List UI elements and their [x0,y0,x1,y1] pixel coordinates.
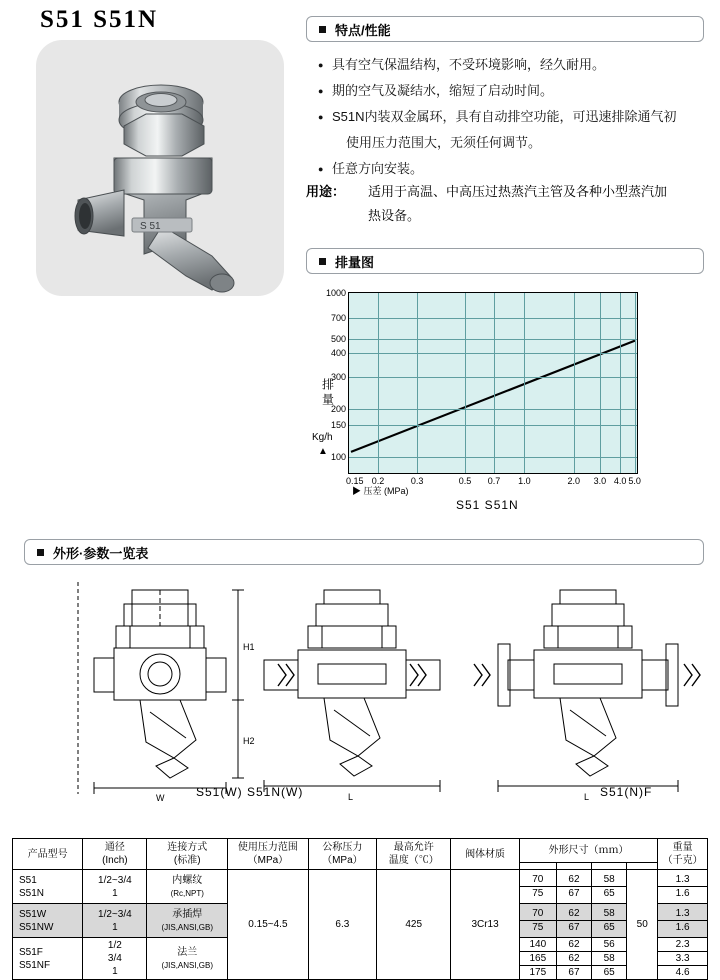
usage-block [306,180,706,228]
chart-axis-arrow-icon: ▲ [318,446,328,457]
th-pressure-range: 使用压力范围 （MPa） [228,839,309,870]
th-dim-c [592,863,627,870]
chart-gridline-vertical [620,293,621,473]
section-title-chart: 排量图 [335,254,375,270]
chart-y-tick-label: 200 [330,403,346,414]
bullet-square-icon [319,258,326,265]
cell-material: 3Cr13 [451,870,519,980]
cell-model-2: S51W S51NW [13,904,83,938]
svg-text:H1: H1 [243,642,255,652]
drawing-caption-2: S51(N)F [600,785,653,799]
th-dim-a [519,863,556,870]
chart-y-axis-label: 排量 [320,378,335,408]
cell-connection-2: 承插焊 (JIS,ANSI,GB) [147,904,228,938]
chart-y-tick-label: 100 [330,451,346,462]
cell-connection-1: 内螺纹 (Rc,NPT) [147,870,228,904]
chart-gridline-vertical [417,293,418,473]
feature-item: ● 期的空气及凝结水，缩短了启动时间。 [318,78,710,104]
usage-text-line2: 热设备。 [368,208,421,223]
cell-bore-1: 1/2~3/4 1 [83,870,147,904]
chart-gridline-vertical [378,293,379,473]
chart-gridline-horizontal [349,409,637,410]
drawing-socket-weld-valve [238,572,468,802]
cell-weight-3: 2.3 3.3 4.6 [658,938,708,980]
th-dimensions: 外形尺寸（ｍｍ） [519,839,658,863]
bullet-square-icon [37,549,44,556]
usage-text-line1: 适用于高温、中高压过热蒸汽主管及各种小型蒸汽加 [368,184,668,199]
svg-text:H2: H2 [243,736,255,746]
chart-caption: S51 S51N [456,498,519,512]
chart-series-line [349,293,637,474]
cell-model-1: S51 S51N [13,870,83,904]
page-title: S51 S51N [40,6,159,33]
chart-y-tick-label: 150 [330,419,346,430]
th-bore: 通径 (Inch) [83,839,147,870]
feature-item: ● S51N内装双金属环，具有自动排空功能，可迅速排除通气初 [318,104,710,130]
cell-nominal-pressure: 6.3 [308,870,376,980]
usage-label: 用途： [306,184,346,199]
chart-gridline-vertical [635,293,636,473]
th-material: 阀体材质 [451,839,519,870]
th-dim-d [627,863,658,870]
table-row [13,870,708,904]
chart-x-axis-label: ▶ 压差 (MPa) [352,486,409,496]
chart-gridline-horizontal [349,457,637,458]
cell-bore-3: 1/2 3/4 1 [83,938,147,980]
section-title-features: 特点/性能 [335,22,391,38]
cell-dim-d: 50 [627,870,658,980]
section-header-chart [306,248,704,274]
drawing-caption-1: S51(W) S51N(W) [196,785,304,799]
chart-gridline-horizontal [349,339,637,340]
specification-table [12,838,708,980]
discharge-chart [306,286,706,526]
cell-dim-a-1: 70 75 [519,870,556,904]
chart-gridline-horizontal [349,318,637,319]
svg-text:L: L [584,792,590,802]
section-header-features [306,16,704,42]
chart-gridline-horizontal [349,353,637,354]
chart-x-tick-label: 1.0 [518,476,531,486]
th-dim-b [556,863,591,870]
product-photo [36,40,284,296]
cell-pressure-range: 0.15~4.5 [228,870,309,980]
th-nominal-pressure: 公称压力 （MPa） [308,839,376,870]
feature-item: ● 任意方向安装。 [318,156,710,182]
chart-gridline-horizontal [349,377,637,378]
bullet-square-icon [319,26,326,33]
chart-x-tick-label: 5.0 [628,476,641,486]
chart-y-tick-label: 700 [330,312,346,323]
chart-gridline-vertical [524,293,525,473]
feature-item-continuation: 使用压力范围大，无须任何调节。 [346,135,542,150]
svg-text:W: W [156,793,165,802]
cell-dim-c-1: 58 65 [592,870,627,904]
section-title-dimensions: 外形·参数一览表 [53,545,149,561]
product-photo-illustration [36,40,284,296]
cell-dim-a-2: 70 75 [519,904,556,938]
chart-y-tick-label: 1000 [325,288,346,298]
cell-dim-c-3: 56 58 65 [592,938,627,980]
chart-gridline-vertical [465,293,466,473]
chart-x-tick-label: 2.0 [567,476,581,486]
drawing-flanged-valve [468,572,708,802]
cell-bore-2: 1/2~3/4 1 [83,904,147,938]
chart-x-tick-label: 0.5 [458,476,472,486]
chart-gridline-vertical [494,293,495,473]
svg-text:L: L [348,792,354,802]
th-max-temperature: 最高允许 温度（℃） [376,839,450,870]
svg-text:S 51: S 51 [140,221,161,232]
chart-y-tick-label: 400 [330,348,346,359]
cell-max-temperature: 425 [376,870,450,980]
chart-y-tick-label: 500 [330,333,346,344]
th-model: 产品型号 [13,839,83,870]
chart-gridline-vertical [574,293,575,473]
cell-dim-b-2: 62 67 [556,904,591,938]
cell-dim-a-3: 140 165 175 [519,938,556,980]
th-weight: 重量 （千克） [658,839,708,870]
section-header-dimensions [24,539,704,565]
chart-x-tick-label: 3.0 [593,476,607,486]
chart-y-unit: Kg/h [312,432,333,443]
cell-model-3: S51F S51NF [13,938,83,980]
chart-gridline-vertical [600,293,601,473]
feature-item: ● 具有空气保温结构，不受环境影响，经久耐用。 [318,52,710,78]
chart-x-tick-label: 0.15 [346,476,364,486]
chart-y-tick-label: 300 [330,371,346,382]
cell-dim-c-2: 58 65 [592,904,627,938]
cell-weight-1: 1.3 1.6 [658,870,708,904]
chart-gridline-horizontal [349,425,637,426]
cell-connection-3: 法兰 (JIS,ANSI,GB) [147,938,228,980]
th-connection: 连接方式 (标准) [147,839,228,870]
chart-x-tick-label: 0.2 [371,476,385,486]
features-list [318,52,710,182]
chart-x-tick-label: 0.3 [410,476,424,486]
cell-dim-b-1: 62 67 [556,870,591,904]
cell-dim-b-3: 62 62 67 [556,938,591,980]
cell-weight-2: 1.3 1.6 [658,904,708,938]
chart-x-tick-label: 4.0 [613,476,627,486]
table-header-row [13,839,708,863]
chart-x-tick-label: 0.7 [487,476,501,486]
